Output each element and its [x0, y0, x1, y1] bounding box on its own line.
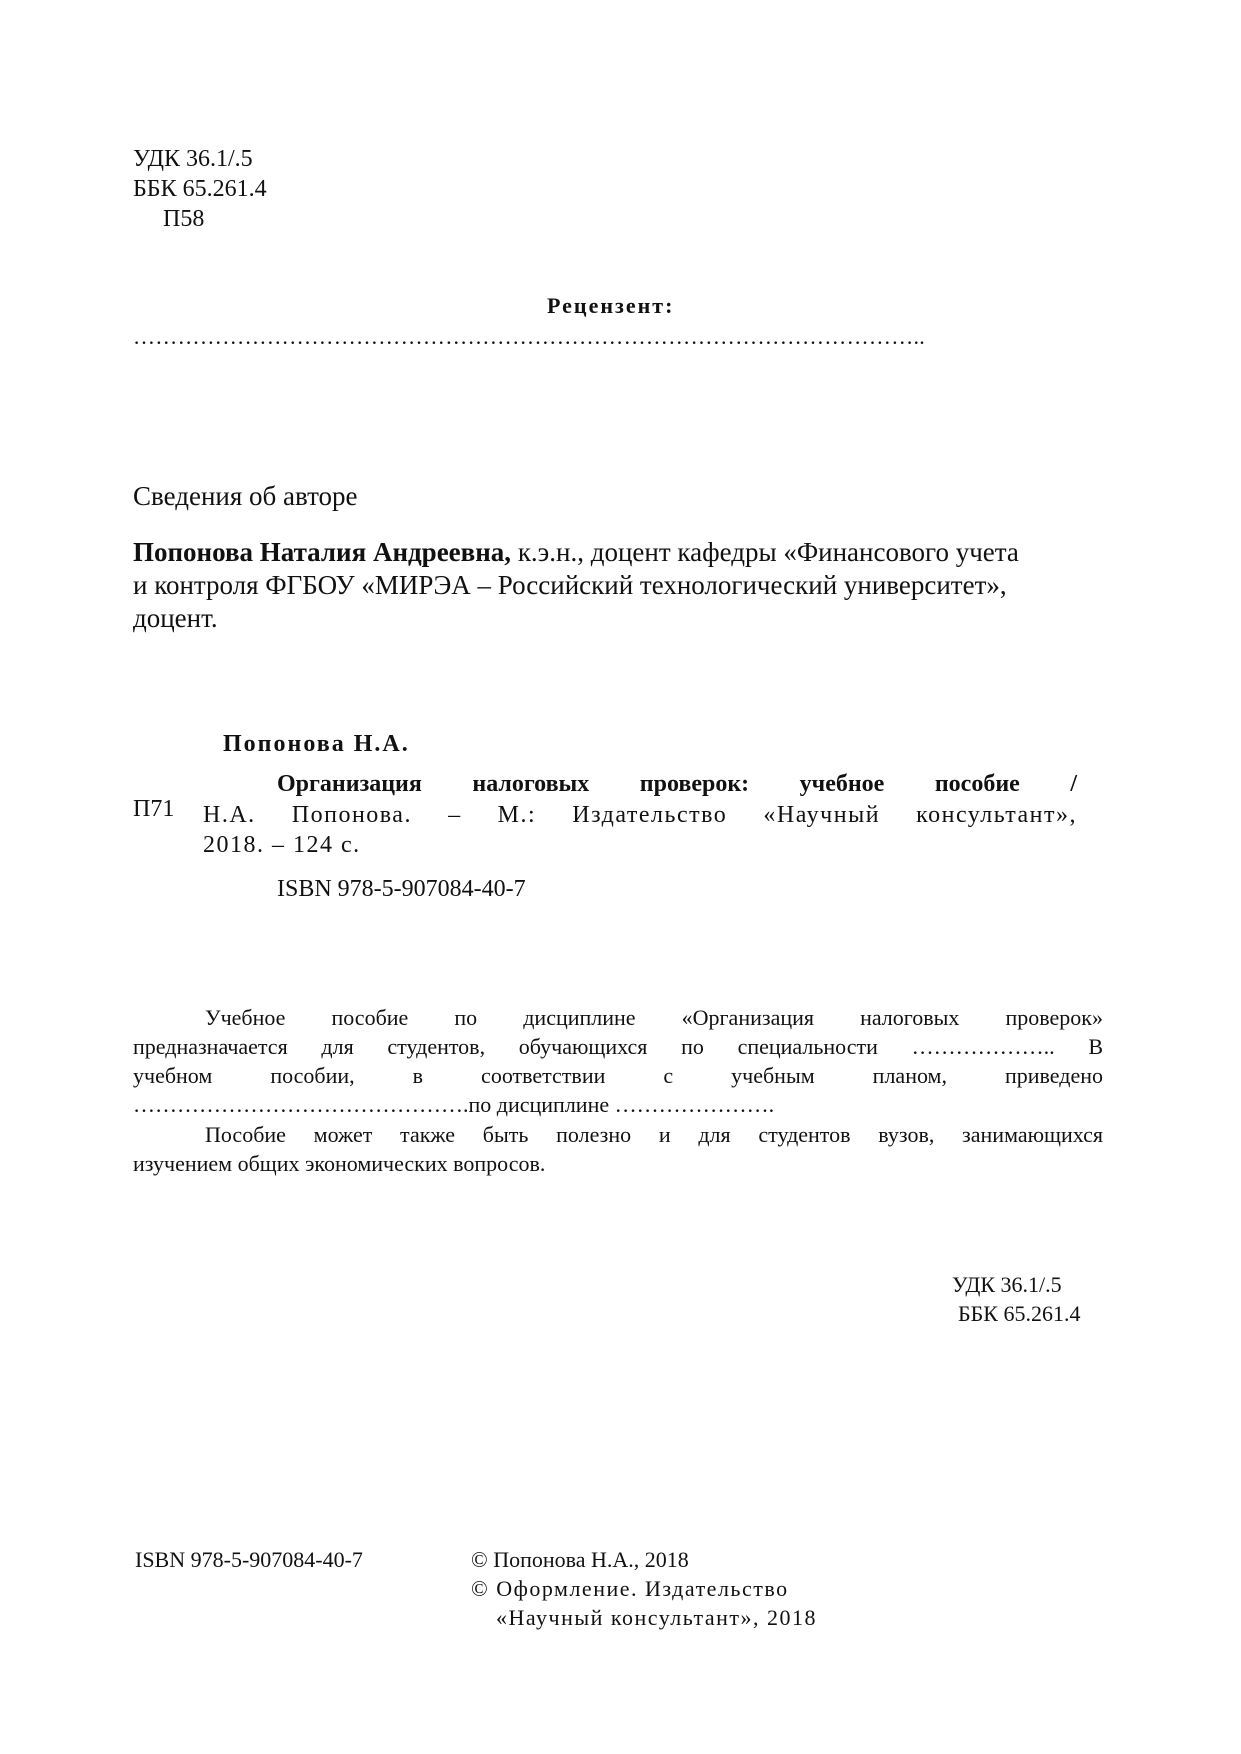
annotation-line1: Учебное пособие по дисциплине «Организация налоговых проверок»: [205, 1005, 1103, 1030]
author-info-line2: и контроля ФГБОУ «МИРЭА – Российский технологический университет»,: [133, 570, 1007, 600]
bib-isbn: ISBN 978-5-907084-40-7: [277, 876, 526, 902]
bib-title: Организация налоговых проверок: учебное пособие /: [277, 771, 1077, 797]
udk-code: УДК 36.1/.5: [133, 146, 253, 172]
annotation-line6: изучением общих экономических вопросов.: [133, 1151, 546, 1176]
author-info-line3: доцент.: [133, 603, 218, 633]
bib-mark: П71: [133, 796, 175, 822]
reviewer-label: Рецензент:: [547, 293, 675, 318]
bib-author: Попонова Н.А.: [223, 731, 410, 757]
bib-publisher: Н.А. Попонова. – М.: Издательство «Научный консультант»,: [203, 802, 1077, 828]
author-full-name: Попонова Наталия Андреевна,: [133, 537, 512, 567]
reviewer-dots: ……………………………………………………………………………………………..: [133, 324, 926, 349]
bbk-code: ББК 65.261.4: [133, 176, 267, 202]
author-info-heading: Сведения об авторе: [133, 481, 358, 511]
annotation-line5: Пособие может также быть полезно и для студентов вузов, занимающихся: [205, 1122, 1103, 1147]
annotation-line4: ……………………………………….по дисциплине ………………….: [133, 1092, 775, 1117]
imprint-isbn: ISBN 978-5-907084-40-7: [135, 1547, 363, 1572]
footer-bbk-code: ББК 65.261.4: [958, 1301, 1081, 1326]
author-mark: П58: [163, 206, 205, 232]
author-info-line1: [133, 535, 1019, 569]
imprint-copyright-publisher: «Научный консультант», 2018: [496, 1605, 817, 1630]
annotation-line3: учебном пособии, в соответствии с учебным планом, приведено: [133, 1063, 1103, 1088]
imprint-copyright-design: © Оформление. Издательство: [471, 1576, 789, 1601]
annotation-line2: предназначается для студентов, обучающихся по специальности ……………….. В: [133, 1034, 1103, 1059]
bib-year-pages: 2018. – 124 с.: [203, 832, 361, 858]
footer-udk-code: УДК 36.1/.5: [952, 1272, 1062, 1297]
imprint-copyright-author: © Попонова Н.А., 2018: [471, 1547, 689, 1572]
author-credentials: к.э.н., доцент кафедры «Финансового учета: [511, 537, 1019, 567]
